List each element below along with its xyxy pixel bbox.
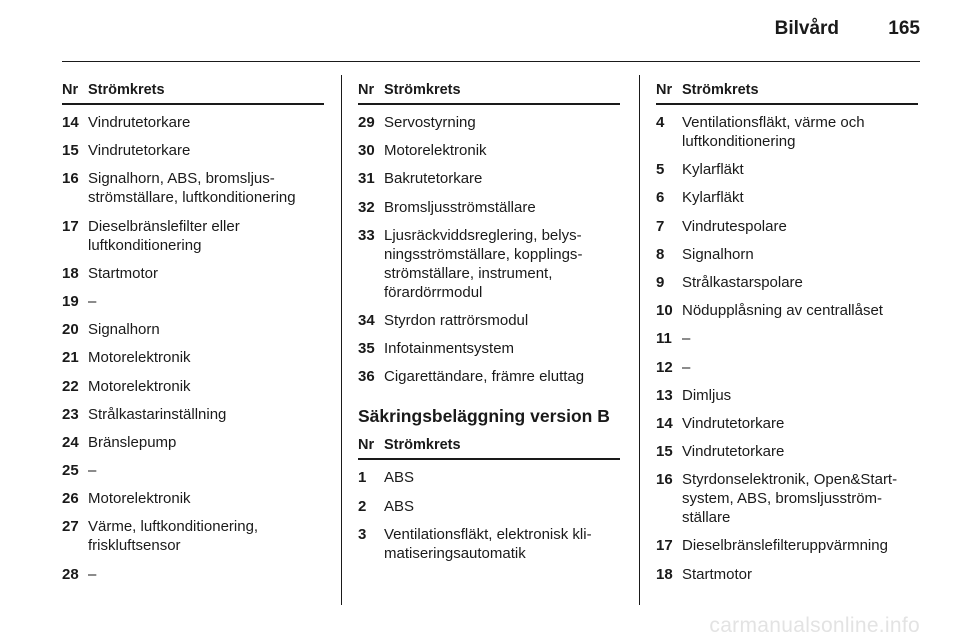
fuse-list: [656, 113, 918, 584]
fuse-number: 35: [358, 340, 375, 358]
fuse-circuit: Vindrutespolare: [682, 217, 787, 235]
fuse-circuit: Värme, luftkonditionering, friskluftsensor: [88, 518, 259, 555]
fuse-number: 32: [358, 198, 375, 216]
table-row: [62, 141, 324, 160]
fuse-number: 19: [62, 292, 79, 310]
fuse-circuit: Dimljus: [682, 386, 732, 404]
fuse-column-2: [358, 82, 620, 572]
fuse-circuit: Signalhorn, ABS, bromsljusströmställare, luftkonditionering: [88, 170, 296, 207]
table-row: [656, 470, 918, 527]
fuse-circuit: Servostyrning: [384, 114, 476, 131]
table-row: [358, 198, 620, 217]
fuse-number: 13: [656, 386, 673, 404]
fuse-circuit: –: [88, 565, 97, 583]
table-row: [358, 497, 620, 516]
fuse-circuit: Nödupplåsning av centrallåset: [682, 302, 883, 320]
table-row: [62, 433, 324, 452]
table-row: [358, 141, 620, 160]
fuse-number: 27: [62, 518, 79, 536]
fuse-number: 9: [656, 273, 665, 291]
table-row: [62, 377, 324, 396]
fuse-number: 24: [62, 433, 79, 451]
header-divider: [62, 61, 920, 62]
table-row: [358, 226, 620, 302]
table-row: [656, 113, 918, 151]
fuse-column-1: [62, 82, 324, 593]
header-nr: Nr: [358, 82, 375, 98]
header-nr: Nr: [656, 82, 673, 98]
fuse-number: 23: [62, 405, 79, 423]
fuse-number: 4: [656, 114, 665, 131]
header-circuit: Strömkrets: [88, 82, 165, 98]
fuse-number: 12: [656, 358, 673, 376]
fuse-number: 15: [656, 443, 673, 461]
table-row: [358, 367, 620, 386]
fuse-circuit: Vindrutetorkare: [682, 414, 785, 432]
header-nr: Nr: [358, 437, 375, 454]
fuse-number: 34: [358, 311, 375, 329]
table-row: [656, 329, 918, 348]
fuse-number: 29: [358, 114, 375, 131]
fuse-circuit: Signalhorn: [682, 245, 754, 263]
table-row: [656, 442, 918, 461]
table-row: [656, 358, 918, 377]
table-header: [62, 82, 324, 105]
page-number: 165: [888, 18, 920, 39]
fuse-circuit: Motorelektronik: [88, 349, 191, 367]
table-row: [62, 217, 324, 255]
fuse-number: 18: [656, 565, 673, 583]
fuse-circuit: Vindrutetorkare: [682, 443, 785, 461]
fuse-circuit: Styrdon rattrörsmodul: [384, 311, 529, 329]
page-title: Bilvård: [774, 18, 840, 39]
fuse-circuit: –: [88, 462, 97, 480]
table-row: [358, 339, 620, 358]
table-header: [358, 437, 620, 460]
header-nr: Nr: [62, 82, 79, 98]
fuse-number: 17: [656, 537, 673, 555]
table-row: [62, 489, 324, 508]
fuse-number: 22: [62, 377, 79, 395]
fuse-number: 26: [62, 490, 79, 508]
fuse-number: 6: [656, 189, 665, 207]
table-row: [358, 113, 620, 132]
fuse-circuit: Vindrutetorkare: [88, 114, 191, 131]
fuse-number: 3: [358, 525, 367, 543]
table-row: [62, 264, 324, 283]
fuse-circuit: Signalhorn: [88, 321, 160, 339]
fuse-list: [358, 113, 620, 386]
fuse-number: 8: [656, 245, 665, 263]
fuse-number: 5: [656, 161, 665, 179]
fuse-number: 14: [62, 114, 79, 131]
table-row: [656, 414, 918, 433]
watermark: carmanualsonline.info: [709, 614, 920, 637]
fuse-number: 17: [62, 217, 79, 235]
fuse-circuit: Bakrutetorkare: [384, 170, 483, 188]
fuse-circuit: Dieselbränslefilteruppvärmning: [682, 537, 888, 555]
table-row: [656, 301, 918, 320]
fuse-number: 14: [656, 414, 673, 432]
table-row: [656, 565, 918, 584]
fuse-circuit: ABS: [384, 497, 415, 515]
table-row: [62, 320, 324, 339]
fuse-circuit: Strålkastarinställning: [88, 405, 227, 423]
table-row: [62, 113, 324, 132]
table-row: [656, 217, 918, 236]
fuse-circuit: –: [682, 358, 691, 376]
fuse-number: 36: [358, 368, 375, 386]
fuse-number: 16: [62, 170, 79, 188]
fuse-circuit: Strålkastarspolare: [682, 273, 803, 291]
table-row: [656, 536, 918, 555]
table-row: [62, 565, 324, 584]
table-row: [656, 188, 918, 207]
fuse-number: 7: [656, 217, 665, 235]
fuse-number: 11: [656, 330, 672, 348]
fuse-circuit: Dieselbränslefilter eller luftkonditionering: [88, 217, 240, 254]
fuse-list: [62, 113, 324, 584]
fuse-circuit: Ventilationsfläkt, värme och luftkonditionering: [682, 114, 865, 150]
header-circuit: Strömkrets: [384, 82, 461, 98]
fuse-number: 33: [358, 226, 375, 244]
fuse-number: 21: [62, 349, 79, 367]
fuse-circuit: –: [88, 292, 97, 310]
fuse-circuit: Bromsljusströmställare: [384, 198, 536, 216]
fuse-circuit: Bränslepump: [88, 433, 177, 451]
column-divider: [341, 75, 342, 605]
table-row: [358, 169, 620, 188]
fuse-number: 28: [62, 565, 79, 583]
fuse-circuit: Styrdonselektronik, Open&Start-system, ABS, bromsljusströmställare: [682, 471, 898, 527]
fuse-circuit: Infotainmentsystem: [384, 340, 515, 358]
table-header: [358, 82, 620, 105]
table-row: [62, 461, 324, 480]
fuse-circuit: Startmotor: [682, 565, 753, 583]
fuse-number: 15: [62, 142, 79, 160]
table-row: [656, 245, 918, 264]
fuse-circuit: Ljusräckviddsreglering, belysningsströmställare, kopplingsströmställare, instrument, förardörrmodul: [384, 226, 583, 301]
fuse-circuit: Motorelektronik: [384, 142, 487, 160]
fuse-number: 30: [358, 142, 375, 160]
table-row: [62, 405, 324, 424]
fuse-number: 10: [656, 302, 673, 320]
header-circuit: Strömkrets: [384, 437, 461, 454]
table-row: [62, 169, 324, 207]
fuse-number: 25: [62, 462, 79, 480]
header-circuit: Strömkrets: [682, 82, 759, 98]
table-row: [62, 517, 324, 555]
fuse-number: 16: [656, 471, 673, 489]
fuse-circuit: Motorelektronik: [88, 490, 191, 508]
fuse-circuit: Cigarettändare, främre eluttag: [384, 368, 585, 386]
fuse-number: 20: [62, 321, 79, 339]
fuse-circuit: Ventilationsfläkt, elektronisk klimatiseringsautomatik: [384, 525, 592, 562]
fuse-circuit: Vindrutetorkare: [88, 142, 191, 160]
table-row: [656, 160, 918, 179]
table-header: [656, 82, 918, 105]
fuse-circuit: Kylarfläkt: [682, 161, 744, 179]
fuse-number: 1: [358, 469, 367, 487]
fuse-circuit: Motorelektronik: [88, 377, 191, 395]
fuse-number: 2: [358, 497, 367, 515]
fuse-list: [358, 468, 620, 562]
page-header: [775, 18, 920, 40]
table-row: [358, 525, 620, 563]
fuse-column-3: [656, 82, 918, 593]
table-row: [62, 348, 324, 367]
fuse-circuit: ABS: [384, 469, 415, 487]
fuse-circuit: Startmotor: [88, 264, 159, 282]
table-row: [656, 273, 918, 292]
table-row: [358, 311, 620, 330]
table-row: [62, 292, 324, 311]
fuse-circuit: Kylarfläkt: [682, 189, 744, 207]
section-title: Säkringsbeläggning version B: [358, 406, 610, 427]
column-divider: [639, 75, 640, 605]
fuse-number: 31: [358, 170, 375, 188]
table-row: [358, 468, 620, 487]
fuse-circuit: –: [682, 330, 691, 348]
fuse-number: 18: [62, 264, 79, 282]
table-row: [656, 386, 918, 405]
